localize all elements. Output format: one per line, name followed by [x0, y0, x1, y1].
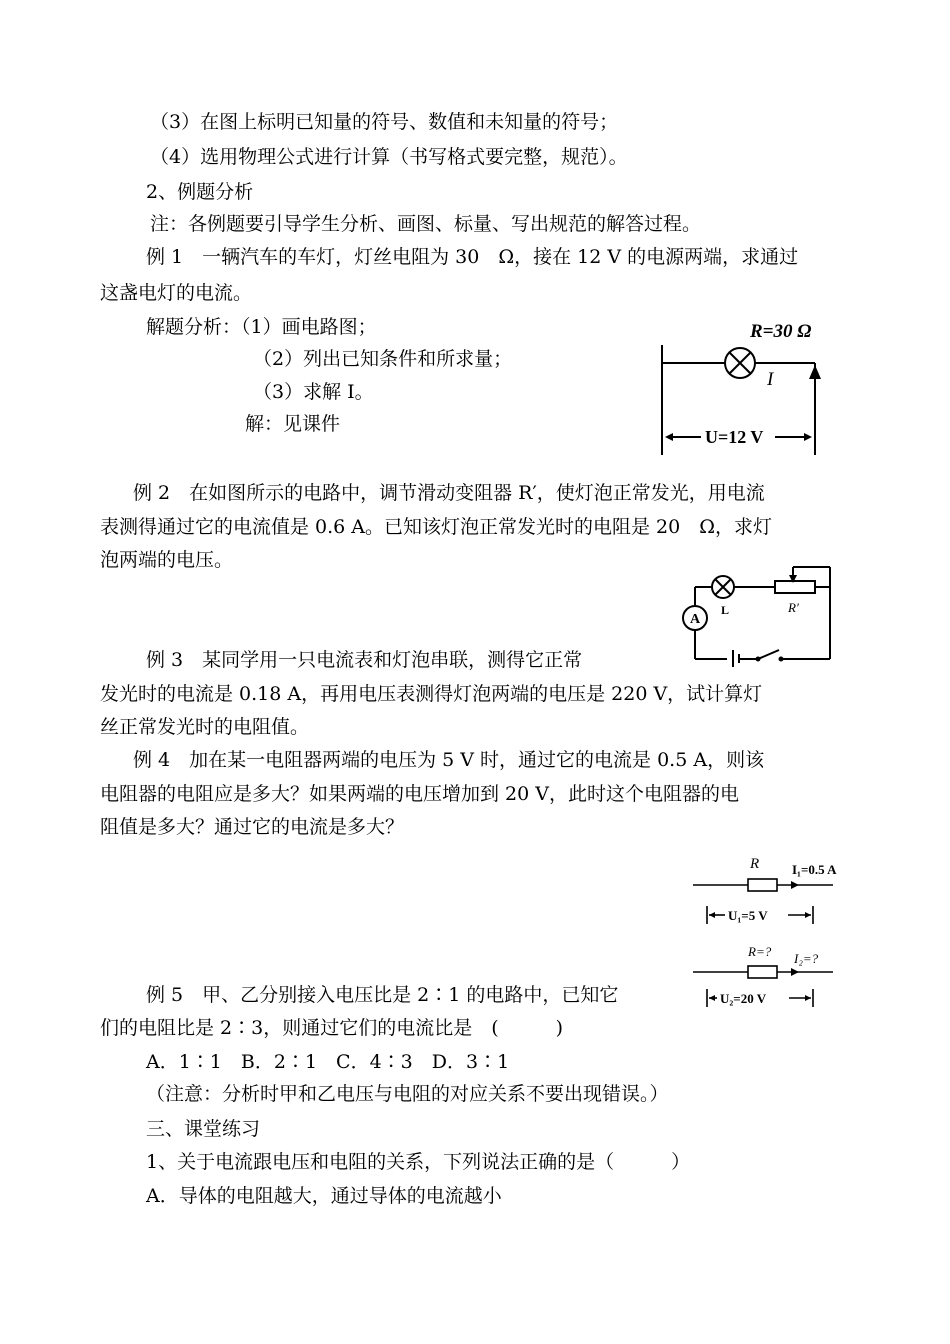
practice-question-1-option-a: A．导体的电阻越大，通过导体的电流越小 [146, 1185, 502, 1207]
example-1-line-1: 例 1 一辆汽车的车灯，灯丝电阻为 30 Ω，接在 12 V 的电源两端，求通过 [146, 246, 799, 268]
example-4-line-1: 例 4 加在某一电阻器两端的电压为 5 V 时，通过它的电流是 0.5 A，则该 [133, 749, 765, 771]
practice-question-1: 1、关于电流跟电压和电阻的关系，下列说法正确的是（ ） [146, 1151, 691, 1173]
section-heading-example-analysis: 2、例题分析 [146, 181, 254, 203]
example-3-line-1: 例 3 某同学用一只电流表和灯泡串联，测得它正常 [146, 649, 583, 671]
current-2-label: I₂=? [794, 951, 819, 966]
current-1-label: I₁=0.5 A [792, 862, 837, 877]
example-1-line-2: 这盏电灯的电流。 [100, 282, 253, 304]
example-2-line-1: 例 2 在如图所示的电路中，调节滑动变阻器 R′，使灯泡正常发光，用电流 [133, 482, 765, 504]
example-2-line-3: 泡两端的电压。 [100, 549, 234, 571]
example-4-line-2: 电阻器的电阻应是多大？如果两端的电压增加到 20 V，此时这个电阻器的电 [100, 783, 739, 805]
example-5-options: A．1∶1 B．2∶1 C．4∶3 D．3∶1 [146, 1051, 510, 1073]
voltage-2-label: U₂=20 V [720, 991, 767, 1006]
example-1-analysis-2: （2）列出已知条件和所求量； [253, 348, 513, 370]
example-1-analysis: 解题分析：（1）画电路图； [146, 316, 377, 338]
step-3: （3）在图上标明已知量的符号、数值和未知量的符号； [150, 111, 619, 133]
example-4-resistor-diagram [693, 850, 848, 1020]
step-4: （4）选用物理公式进行计算（书写格式要完整，规范）。 [150, 146, 628, 168]
figure-voltage-label: U=12 V [705, 427, 764, 447]
voltage-1-label: U₁=5 V [728, 908, 768, 923]
example-4-line-3: 阻值是多大？通过它的电流是多大？ [100, 816, 405, 838]
example-5-note: （注意：分析时甲和乙电压与电阻的对应关系不要出现错误。） [146, 1083, 669, 1105]
example-1-circuit-diagram [655, 315, 830, 460]
example-3-line-3: 丝正常发光时的电阻值。 [100, 716, 310, 738]
ammeter-label: A [689, 612, 701, 627]
figure-resistance-label: R=30 Ω [750, 321, 812, 342]
example-1-analysis-3: （3）求解 I。 [253, 381, 374, 403]
figure-current-label: I [767, 369, 774, 390]
example-2-circuit-diagram [675, 562, 840, 667]
resistor-1-symbol [748, 879, 777, 891]
resistor-1-label: R [750, 856, 760, 872]
example-2-line-2: 表测得通过它的电流值是 0.6 A。已知该灯泡正常发光时的电阻是 20 Ω，求灯 [100, 516, 772, 538]
example-3-line-2: 发光时的电流是 0.18 A，再用电压表测得灯泡两端的电压是 220 V，试计算灯 [100, 683, 763, 705]
section-heading-practice: 三、课堂练习 [146, 1118, 261, 1140]
lamp-label: L [721, 603, 730, 617]
resistor-2-label: R=? [748, 944, 772, 959]
example-1-solution: 解：见课件 [245, 413, 341, 435]
teaching-note: 注：各例题要引导学生分析、画图、标量、写出规范的解答过程。 [150, 213, 702, 235]
example-5-line-1: 例 5 甲、乙分别接入电压比是 2∶1 的电路中，已知它 [146, 984, 619, 1006]
example-5-line-2: 们的电阻比是 2∶3，则通过它们的电流比是 ( ) [100, 1017, 564, 1039]
resistor-2-symbol [748, 966, 777, 978]
rheostat-label: R′ [788, 600, 799, 615]
rheostat-symbol [775, 581, 815, 593]
